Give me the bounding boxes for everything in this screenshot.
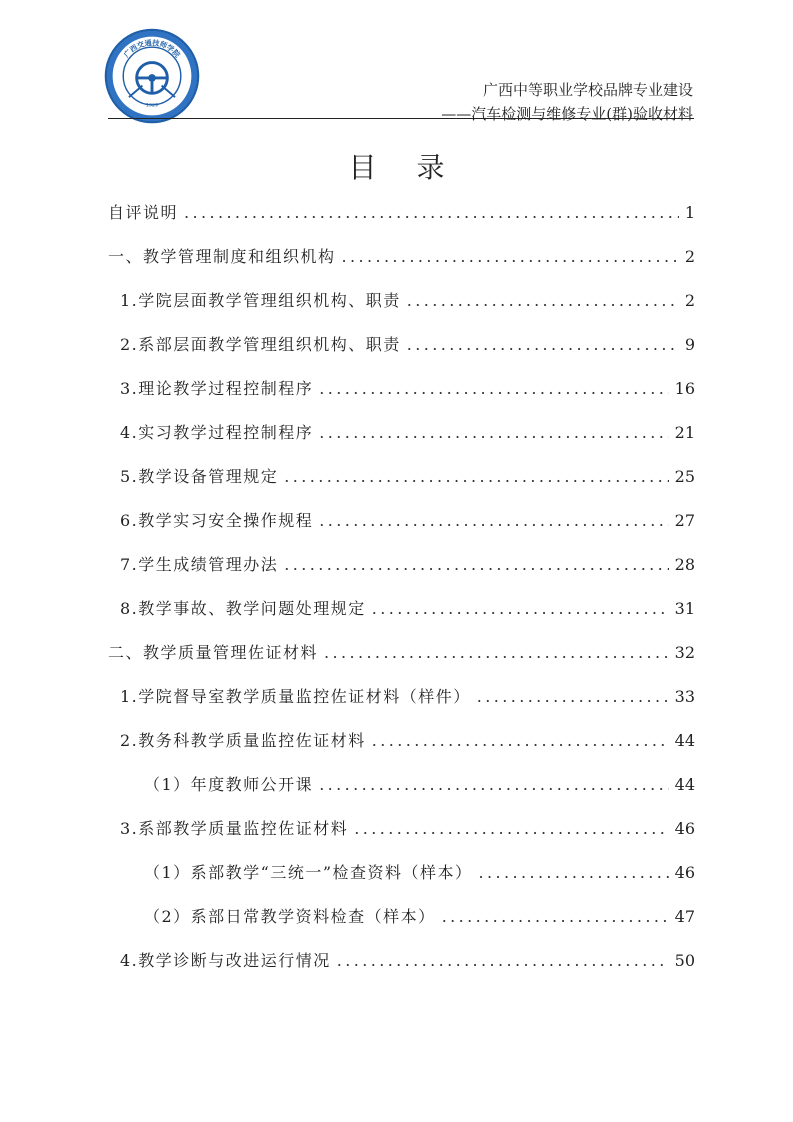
- toc-dot-leader: [407, 335, 679, 354]
- toc-dot-leader: [479, 863, 669, 882]
- toc-entry-label: 4.教学诊断与改进运行情况: [120, 951, 331, 970]
- toc-entry-page: 16: [674, 379, 695, 398]
- toc-entry-page: 46: [674, 819, 695, 838]
- toc-entry-label: （2）系部日常教学资料检查（样本）: [144, 907, 436, 926]
- toc-entry-page: 2: [684, 291, 695, 310]
- toc-entry[interactable]: [108, 640, 695, 684]
- toc-entry-page: 32: [674, 643, 695, 662]
- toc-entry[interactable]: [108, 684, 695, 728]
- toc-entry-label: 5.教学设备管理规定: [120, 467, 279, 486]
- toc-dot-leader: [319, 511, 668, 530]
- toc-dot-leader: [319, 775, 668, 794]
- toc-entry[interactable]: [108, 376, 695, 420]
- toc-dot-leader: [284, 467, 668, 486]
- toc-entry-label: （1）年度教师公开课: [144, 775, 314, 794]
- toc-entry-label: 2.系部层面教学管理组织机构、职责: [120, 335, 401, 354]
- toc-dot-leader: [407, 291, 679, 310]
- toc-entry[interactable]: [108, 244, 695, 288]
- toc-entry-label: 8.教学事故、教学问题处理规定: [120, 599, 366, 618]
- toc-entry-label: 3.系部教学质量监控佐证材料: [120, 819, 349, 838]
- logo-ring-text: Guangxi Institute of Transportation Technicians: [115, 86, 189, 116]
- toc-entry-label: 2.教务科教学质量监控佐证材料: [120, 731, 366, 750]
- toc-entry[interactable]: [108, 948, 695, 992]
- toc-entry-label: 1.学院督导室教学质量监控佐证材料（样件）: [120, 687, 471, 706]
- toc-entry-page: 1: [684, 203, 695, 222]
- toc-dot-leader: [477, 687, 669, 706]
- toc-entry[interactable]: [108, 288, 695, 332]
- header-line-2: ——汽车检测与维修专业(群)验收材料: [441, 105, 693, 123]
- toc-entry[interactable]: [108, 332, 695, 376]
- logo-year: 1929: [145, 103, 159, 109]
- toc-entry-page: 44: [674, 775, 695, 794]
- toc-entry[interactable]: [108, 860, 695, 904]
- toc-entry-label: 4.实习教学过程控制程序: [120, 423, 314, 442]
- toc-dot-leader: [284, 555, 668, 574]
- toc-entry[interactable]: [108, 596, 695, 640]
- toc-entry-label: 自评说明: [108, 203, 179, 222]
- toc-dot-leader: [184, 203, 679, 222]
- toc-title: 目录: [348, 151, 485, 184]
- toc-entry-page: 31: [674, 599, 695, 618]
- toc-entry[interactable]: [108, 420, 695, 464]
- toc-dot-leader: [342, 247, 679, 266]
- logo-arc-text: 广西交通技师学院: [121, 38, 183, 60]
- toc-entry-page: 27: [674, 511, 695, 530]
- toc-entry-label: （1）系部教学“三统一”检查资料（样本）: [144, 863, 473, 882]
- toc-entry-label: 6.教学实习安全操作规程: [120, 511, 314, 530]
- toc-dot-leader: [372, 599, 669, 618]
- toc-dot-leader: [319, 379, 668, 398]
- toc-entry-page: 46: [674, 863, 695, 882]
- toc-entry-page: 28: [674, 555, 695, 574]
- toc-entry-page: 33: [674, 687, 695, 706]
- toc-entry[interactable]: [108, 200, 695, 244]
- toc-entry-page: 21: [674, 423, 695, 442]
- toc-entry-label: 一、教学管理制度和组织机构: [108, 247, 336, 266]
- toc-entry-page: 50: [674, 951, 695, 970]
- toc-entry-page: 44: [674, 731, 695, 750]
- toc-entry-page: 47: [674, 907, 695, 926]
- toc-dot-leader: [372, 731, 669, 750]
- toc-entry[interactable]: [108, 464, 695, 508]
- toc-entry[interactable]: [108, 816, 695, 860]
- toc-dot-leader: [442, 907, 669, 926]
- toc-entry-page: 2: [684, 247, 695, 266]
- toc-dot-leader: [319, 423, 668, 442]
- toc-entry[interactable]: [108, 904, 695, 948]
- toc-entry[interactable]: [108, 728, 695, 772]
- school-logo: [104, 28, 200, 124]
- toc-dot-leader: [337, 951, 669, 970]
- toc-dot-leader: [354, 819, 668, 838]
- toc-entry[interactable]: [108, 552, 695, 596]
- toc-entry-label: 7.学生成绩管理办法: [120, 555, 279, 574]
- table-of-contents: [108, 200, 695, 992]
- toc-entry-page: 25: [674, 467, 695, 486]
- toc-entry[interactable]: [108, 772, 695, 816]
- header-line-1: 广西中等职业学校品牌专业建设: [482, 81, 693, 99]
- toc-entry-page: 9: [684, 335, 695, 354]
- toc-entry-label: 3.理论教学过程控制程序: [120, 379, 314, 398]
- toc-dot-leader: [324, 643, 669, 662]
- toc-entry-label: 1.学院层面教学管理组织机构、职责: [120, 291, 401, 310]
- toc-entry[interactable]: [108, 508, 695, 552]
- header-rule: [108, 118, 694, 119]
- toc-entry-label: 二、教学质量管理佐证材料: [108, 643, 319, 662]
